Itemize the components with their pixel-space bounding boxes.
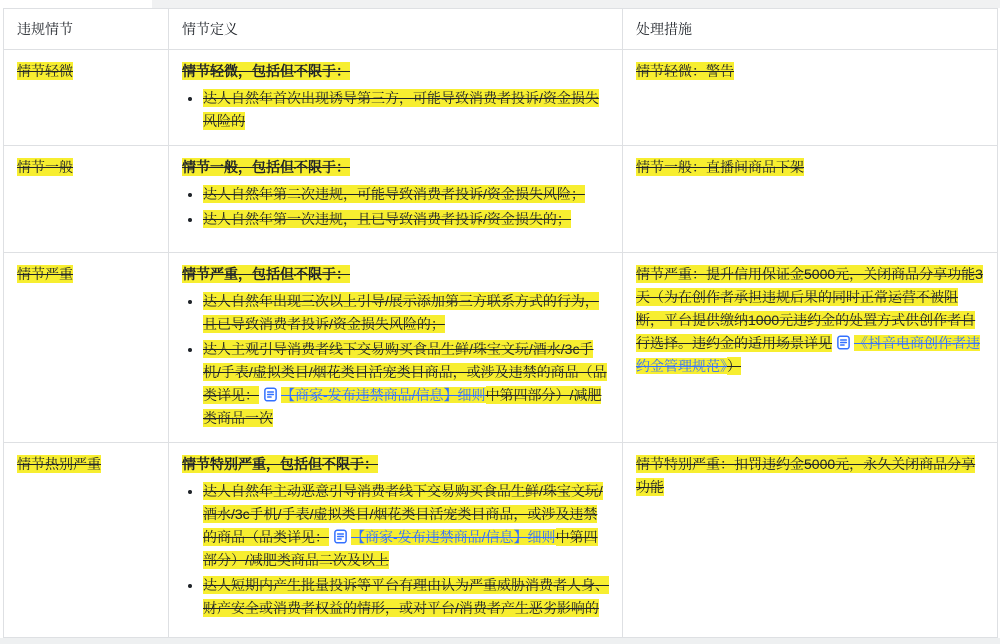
redlined-text: 中第四部分）/减肥类商品一次	[203, 387, 602, 426]
definition-bullet	[203, 208, 609, 231]
definition-bullet	[203, 480, 609, 572]
violation-row-extreme	[4, 443, 997, 638]
redlined-text: 达人短期内产生批量投诉等平台有理由认为严重威胁消费者人身、财产安全或消费者权益的情形，或对平台/消费者产生恶劣影响的	[203, 577, 609, 616]
definition-title-text: 情节轻微，包括但不限于：	[182, 63, 350, 79]
redlined-text: 中第四部分）/减肥类商品二次及以上	[203, 529, 598, 568]
measure-cell	[623, 146, 997, 252]
redlined-text: 情节一般：直播间商品下架	[636, 159, 804, 175]
definition-title-text: 情节特别严重，包括但不限于：	[182, 456, 378, 472]
definition-bullet-list	[182, 290, 609, 430]
definition-cell	[169, 253, 623, 442]
definition-bullet	[203, 290, 609, 336]
violation-level-cell	[4, 146, 169, 252]
header-measures: 处理措施	[636, 21, 692, 37]
violation-row-serious	[4, 253, 997, 443]
measure-cell	[623, 443, 997, 637]
definition-bullet	[203, 183, 609, 206]
table-body	[4, 50, 997, 638]
doc-icon[interactable]	[836, 335, 851, 350]
previous-content-edge	[0, 0, 1000, 8]
redlined-text: 达人自然年首次出现诱导第三方，可能导致消费者投诉/资金损失风险的	[203, 90, 599, 129]
violation-row-general	[4, 146, 997, 253]
definition-title	[182, 60, 609, 83]
definition-cell	[169, 443, 623, 637]
definition-title	[182, 263, 609, 286]
definition-bullet	[203, 574, 609, 620]
definition-title	[182, 156, 609, 179]
violation-row-minor	[4, 50, 997, 146]
doc-link[interactable]: 【商家-发布违禁商品/信息】细则	[351, 529, 556, 545]
violation-level-label: 情节一般	[17, 159, 73, 175]
violation-level-label: 情节热别严重	[17, 456, 101, 472]
table-header-row	[4, 9, 997, 50]
violation-level-cell	[4, 443, 169, 637]
redlined-text: 达人自然年主动恶意引导消费者线下交易购买食品生鲜/珠宝文玩/酒水/3c手机/手表/虚拟类目/烟花类目活宠类目商品，或涉及违禁的商品（品类详见：	[203, 483, 603, 545]
redlined-text: 情节特别严重：扣罚违约金5000元，永久关闭商品分享功能	[636, 456, 976, 495]
definition-cell	[169, 146, 623, 252]
definition-title-text: 情节严重，包括但不限于：	[182, 266, 350, 282]
violation-rules-table	[3, 8, 998, 638]
measure-cell	[623, 50, 997, 145]
page-bottom-edge	[0, 638, 1000, 644]
previous-content-gap	[0, 0, 152, 8]
definition-cell	[169, 50, 623, 145]
violation-level-label: 情节严重	[17, 266, 73, 282]
previous-content-band	[152, 0, 1000, 8]
redlined-text: 达人自然年第二次违规，可能导致消费者投诉/资金损失风险；	[203, 186, 585, 202]
definition-bullet	[203, 338, 609, 430]
definition-bullet-list	[182, 480, 609, 620]
doc-link[interactable]: 《抖音电商创作者违约金管理规范》	[636, 335, 980, 374]
redlined-text: 情节严重：提升信用保证金5000元，关闭商品分享功能3天（为在创作者承担违规后果的同时正常运营不被阻断，平台提供缴纳1000元违约金的处置方式供创作者自行选择。违约金的适用场景详见	[636, 266, 983, 351]
header-violation-level: 违规情节	[4, 9, 169, 49]
definition-bullet-list	[182, 87, 609, 133]
definition-title-text: 情节一般，包括但不限于：	[182, 159, 350, 175]
definition-title	[182, 453, 609, 476]
violation-level-label: 情节轻微	[17, 63, 73, 79]
doc-link[interactable]: 【商家-发布违禁商品/信息】细则	[281, 387, 486, 403]
redlined-text: 达人自然年出现三次以上引导/展示添加第三方联系方式的行为，且已导致消费者投诉/资金损失风险的；	[203, 293, 599, 332]
redlined-text: 达人自然年第一次违规，且已导致消费者投诉/资金损失的；	[203, 211, 571, 227]
violation-level-cell	[4, 253, 169, 442]
measure-cell	[623, 253, 997, 442]
definition-bullet-list	[182, 183, 609, 231]
header-definition: 情节定义	[169, 9, 623, 49]
definition-bullet	[203, 87, 609, 133]
redlined-text: 情节轻微：警告	[636, 63, 734, 79]
doc-icon[interactable]	[263, 387, 278, 402]
redlined-text: ）	[727, 358, 741, 374]
redlined-text: 达人主观引导消费者线下交易购买食品生鲜/珠宝文玩/酒水/3c手机/手表/虚拟类目/烟花类目活宠类目商品，或涉及违禁的商品（品类详见：	[203, 341, 607, 403]
doc-icon[interactable]	[333, 529, 348, 544]
violation-level-cell	[4, 50, 169, 145]
